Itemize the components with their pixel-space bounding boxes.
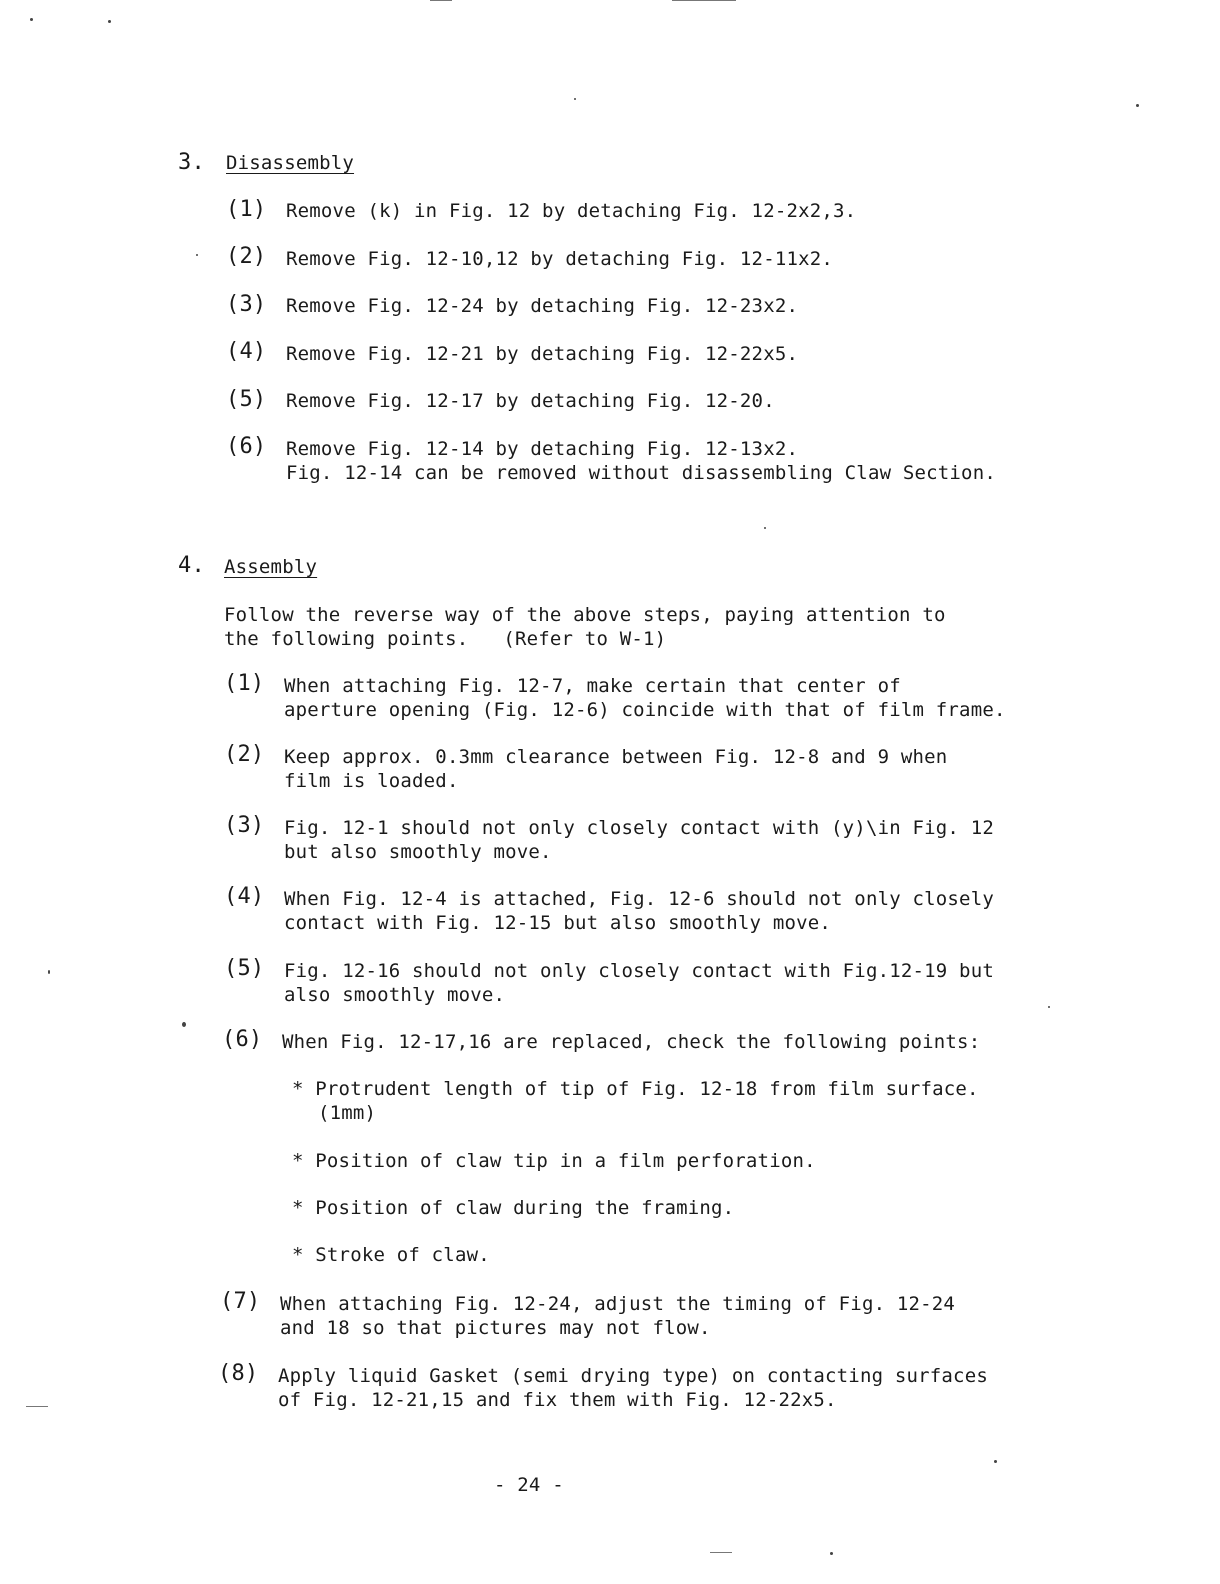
- section-heading-assembly: Assembly: [224, 556, 318, 578]
- scan-speck: [994, 1460, 997, 1463]
- scan-mark: [26, 1406, 48, 1407]
- scan-speck: [182, 1022, 186, 1027]
- item-number: (1): [226, 197, 267, 222]
- disassembly-step: Remove (k) in Fig. 12 by detaching Fig. 12-2x2,3.: [286, 200, 857, 222]
- assembly-step: and 18 so that pictures may not flow.: [280, 1317, 711, 1339]
- item-number: (6): [222, 1027, 263, 1052]
- check-point: (1mm): [318, 1102, 377, 1124]
- item-number: (7): [220, 1289, 261, 1314]
- item-number: (3): [224, 813, 265, 838]
- assembly-step: When attaching Fig. 12-7, make certain that center of: [284, 675, 901, 697]
- assembly-step: Fig. 12-16 should not only closely contact with Fig.12-19 but: [284, 960, 994, 982]
- item-number: (3): [226, 292, 267, 317]
- page-number: - 24 -: [494, 1474, 564, 1496]
- scan-speck: [1136, 104, 1139, 107]
- assembly-step: When attaching Fig. 12-24, adjust the timing of Fig. 12-24: [280, 1293, 956, 1315]
- item-number: (4): [224, 884, 265, 909]
- assembly-step: aperture opening (Fig. 12-6) coincide with that of film frame.: [284, 699, 1006, 721]
- assembly-step: film is loaded.: [284, 770, 459, 792]
- item-number: (4): [226, 339, 267, 364]
- section-number: 4.: [178, 553, 205, 578]
- assembly-step: Apply liquid Gasket (semi drying type) on contacting surfaces: [278, 1365, 988, 1387]
- assembly-step: Keep approx. 0.3mm clearance between Fig. 12-8 and 9 when: [284, 746, 948, 768]
- assembly-step: but also smoothly move.: [284, 841, 552, 863]
- scan-speck: [1048, 1006, 1050, 1008]
- disassembly-step: Remove Fig. 12-17 by detaching Fig. 12-20.: [286, 390, 775, 412]
- scan-mark: [710, 1552, 732, 1553]
- assembly-step: When Fig. 12-17,16 are replaced, check the following points:: [282, 1031, 981, 1053]
- scan-speck: [764, 527, 766, 529]
- check-point: * Position of claw tip in a film perforation.: [292, 1150, 816, 1172]
- scan-speck: [830, 1552, 833, 1555]
- item-number: (2): [224, 742, 265, 767]
- scan-mark: [430, 0, 452, 1]
- scan-speck: [196, 254, 198, 256]
- check-point: * Position of claw during the framing.: [292, 1197, 735, 1219]
- assembly-step: also smoothly move.: [284, 984, 506, 1006]
- scan-speck: [30, 18, 33, 21]
- item-number: (1): [224, 671, 265, 696]
- item-number: (2): [226, 244, 267, 269]
- disassembly-step: Remove Fig. 12-14 by detaching Fig. 12-13x2.: [286, 438, 799, 460]
- assembly-intro: Follow the reverse way of the above steps, paying attention to: [224, 604, 946, 626]
- assembly-step: When Fig. 12-4 is attached, Fig. 12-6 should not only closely: [284, 888, 994, 910]
- disassembly-step: Remove Fig. 12-24 by detaching Fig. 12-23x2.: [286, 295, 799, 317]
- check-point: * Protrudent length of tip of Fig. 12-18 from film surface.: [292, 1078, 979, 1100]
- scan-mark: [672, 0, 736, 1]
- section-heading-disassembly: Disassembly: [226, 152, 355, 174]
- scan-speck: [48, 970, 50, 974]
- assembly-step: contact with Fig. 12-15 but also smoothly move.: [284, 912, 832, 934]
- disassembly-step: Remove Fig. 12-10,12 by detaching Fig. 12-11x2.: [286, 248, 834, 270]
- item-number: (5): [226, 387, 267, 412]
- scan-speck: [574, 98, 576, 100]
- section-number: 3.: [178, 150, 205, 175]
- assembly-intro: the following points. (Refer to W-1): [224, 628, 667, 650]
- assembly-step: Fig. 12-1 should not only closely contact with (y)\in Fig. 12: [284, 817, 994, 839]
- check-point: * Stroke of claw.: [292, 1244, 490, 1266]
- item-number: (6): [226, 434, 267, 459]
- item-number: (5): [224, 956, 265, 981]
- item-number: (8): [218, 1361, 259, 1386]
- scan-speck: [108, 20, 111, 23]
- disassembly-step: Remove Fig. 12-21 by detaching Fig. 12-22x5.: [286, 343, 799, 365]
- assembly-step: of Fig. 12-21,15 and fix them with Fig. 12-22x5.: [278, 1389, 837, 1411]
- disassembly-step-note: Fig. 12-14 can be removed without disassembling Claw Section.: [286, 462, 996, 484]
